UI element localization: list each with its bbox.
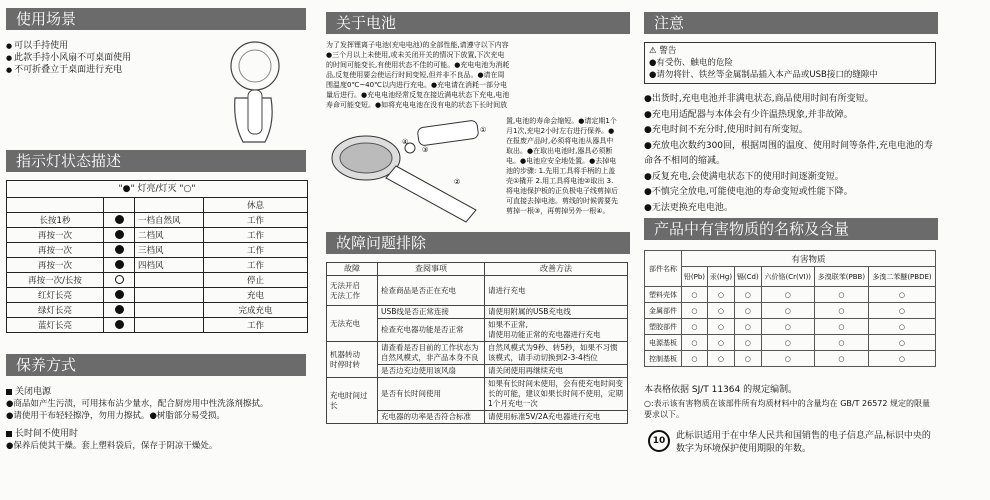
fault-col-header: 改善方法 <box>485 263 628 276</box>
mark-cell: ○ <box>707 303 734 319</box>
substance-header: 铅(Pb) <box>682 267 708 287</box>
battery-text: ●三个月以上未使用,或未关闭开关的情况下放置,下次充电的时间可能变长,有使用状态不佳的可能。●充电电池为消耗品,反复使用要会使运行时间变短,但并非不良品。●请在周围温度0℃~40℃以内进行充电。●充电请在消耗一部分电量后进行。●充电电池经常反复在接近满电状态下充电,电池寿命可能变短。●如将充电电池在没有电的状态下长时间放置,电池的寿命会缩短。●请定期1个月1次,充电2小时左右进行保养。●在报废产品时,必须将电池从器具中取出。●在取出电池时,器具必须断电。●电池应安全地处置。●去掉电池的步骤: 1.先用工具将手柄的上盖壳①撬开 2.用工具将电池②取出 3.将电池保护板的正负极电子线剪掉后可直接去掉电池。剪线的时候需要先剪掉一根③，再剪掉另外一根④。 <box>326 51 618 215</box>
fix-cell: 请关闭使用再继续充电 <box>485 365 628 378</box>
warning-item: 有受伤、触电的危险 <box>656 58 733 68</box>
action-cell: 再按一次/长按 <box>7 273 104 288</box>
state-cell: 工作 <box>204 228 308 243</box>
mode-cell: 二档风 <box>135 228 204 243</box>
action-cell: 红灯长亮 <box>7 288 104 303</box>
fault-cell: 无法开启 无法工作 <box>327 276 378 306</box>
action-cell: 再按一次 <box>7 228 104 243</box>
notice-item: 不慎完全放电,可能使电池的寿命变短或性能下降。 <box>651 187 853 197</box>
label-3: ③ <box>422 146 429 154</box>
hazard-title: 产品中有害物质的名称及含量 <box>654 220 850 238</box>
usage-list <box>6 40 216 76</box>
mode-cell <box>135 318 204 333</box>
mark-cell: ○ <box>734 319 761 335</box>
header-cell <box>104 198 135 213</box>
label-1: ① <box>480 126 487 134</box>
eco-number: 10 <box>652 436 666 446</box>
battery-removal-diagram <box>326 118 506 226</box>
fault-cell: 无法充电 <box>327 306 378 342</box>
state-cell: 完成充电 <box>204 303 308 318</box>
care-item: 商品如产生污渍，可用抹布沾少量水，配合厨房用中性洗涤剂擦拭。 <box>13 399 269 409</box>
fix-cell: 如果有长时间未使用，会有使充电时间变长的可能，建议如果长时间不使用，定期1个月充电一次 <box>485 378 628 411</box>
fix-cell: 请进行充电 <box>485 276 628 306</box>
notice-item: 充放电次数约300回，根据周围的温度、使用时间等条件,充电电池的寿命各不相同的缩减。 <box>644 140 933 166</box>
care-body: 关闭电源 ●商品如产生污渍，可用抹布沾少量水，配合厨房用中性洗涤剂擦拭。 ●请使用干布轻轻擦净，勿用力擦拭。●树脂部分易受损。 长时间不使用时 ●保养后使其干燥。套上塑料袋后，保存于阴凉干燥处。 <box>6 387 269 451</box>
state-cell: 工作 <box>204 318 308 333</box>
fault-header <box>326 232 630 254</box>
fault-cell: 充电时间过长 <box>327 378 378 424</box>
check-cell: 请查看是否目前的工作状态为自然风模式，非产品本身不良 <box>378 342 485 365</box>
check-cell: 是否边充边使用该风扇 <box>378 365 485 378</box>
indicator-legend: "●" 灯亮/灯灭 "○" <box>6 180 308 197</box>
warning-box: ⚠ 警告 ●有受伤、触电的危险 ●请勿将针、铁丝等金属制品插入本产品或USB接口的缝隙中 <box>644 42 936 84</box>
fault-title: 故障问题排除 <box>336 234 427 252</box>
mark-cell: ○ <box>707 319 734 335</box>
led-on-icon <box>115 245 124 254</box>
mark-cell: ○ <box>707 335 734 351</box>
battery-intro: 为了发挥锂离子电池(充电电池)的全部性能,请遵守以下内容 <box>326 41 509 49</box>
mark-cell: ○ <box>814 303 868 319</box>
state-cell: 停止 <box>204 273 308 288</box>
mode-cell: 四档风 <box>135 258 204 273</box>
mark-cell: ○ <box>734 351 761 367</box>
usage-title: 使用场景 <box>16 10 77 28</box>
header-cell: 休息 <box>204 198 308 213</box>
state-cell: 充电 <box>204 288 308 303</box>
indicator-header <box>6 150 306 172</box>
mark-cell: ○ <box>814 351 868 367</box>
fault-col-header: 故障 <box>327 263 378 276</box>
table-row <box>645 287 936 303</box>
mark-cell: ○ <box>682 303 708 319</box>
mark-cell: ○ <box>761 351 814 367</box>
led-off-icon <box>115 275 124 284</box>
mark-cell: ○ <box>682 351 708 367</box>
eco-text: 此标识适用于在中华人民共和国销售的电子信息产品,标识中央的数字为环境保护使用期限的年数。 <box>676 431 931 454</box>
led-on-icon <box>115 320 124 329</box>
fault-table <box>326 262 628 424</box>
care-header <box>6 354 306 376</box>
mark-cell: ○ <box>868 287 935 303</box>
battery-header <box>326 12 630 34</box>
indicator-table <box>6 197 308 333</box>
check-cell: 检查充电器功能是否正常 <box>378 319 485 342</box>
fault-col-header: 查阅事项 <box>378 263 485 276</box>
warning-icon: ⚠ <box>649 46 657 56</box>
notice-item: 充电用适配器与本体会有少许温热现象,并非故障。 <box>651 109 853 120</box>
hazard-group-header: 有害物质 <box>682 251 936 267</box>
notice-header <box>644 12 938 34</box>
mark-cell: ○ <box>868 303 935 319</box>
table-row <box>7 228 308 243</box>
mark-cell: ○ <box>682 335 708 351</box>
notice-title: 注意 <box>654 14 685 32</box>
table-row <box>7 318 308 333</box>
mark-cell: ○ <box>734 303 761 319</box>
warning-title: 警告 <box>659 46 677 56</box>
state-cell: 工作 <box>204 243 308 258</box>
mark-cell: ○ <box>814 335 868 351</box>
mark-cell: ○ <box>761 335 814 351</box>
header-cell <box>135 198 204 213</box>
check-cell: 是否有长时间使用 <box>378 378 485 411</box>
substance-header: 多溴联苯(PBB) <box>814 267 868 287</box>
check-cell: USB线是否正常连接 <box>378 306 485 319</box>
table-row <box>7 288 308 303</box>
table-row <box>327 276 628 306</box>
part-header: 部件名称 <box>645 251 682 287</box>
action-cell: 再按一次 <box>7 258 104 273</box>
substance-header: 六价铬(Cr(VI)) <box>761 267 814 287</box>
notice-item: 反复充电,会使满电状态下的使用时间逐渐变短。 <box>651 171 844 182</box>
indicator-title: 指示灯状态描述 <box>16 152 122 170</box>
check-cell: 充电器的功率是否符合标准 <box>378 411 485 424</box>
part-cell: 金属部件 <box>645 303 682 319</box>
notice-item: 出货时,充电电池并非满电状态,商品使用时间有所变短。 <box>651 94 874 104</box>
usage-item: ● 不可折叠立于桌面进行充电 <box>6 64 216 76</box>
notice-item: 充电时间不充分时,使用时间有所变短。 <box>651 125 808 135</box>
mark-cell: ○ <box>734 335 761 351</box>
warning-item: 请勿将针、铁丝等金属制品插入本产品或USB接口的缝隙中 <box>656 70 878 80</box>
mark-cell: ○ <box>761 319 814 335</box>
table-row <box>327 378 628 411</box>
led-on-icon <box>115 290 124 299</box>
led-on-icon <box>115 230 124 239</box>
substance-header: 汞(Hg) <box>707 267 734 287</box>
table-row <box>327 342 628 365</box>
action-cell: 再按一次 <box>7 243 104 258</box>
care-subheading: 关闭电源 <box>15 387 52 397</box>
care-subheading: 长时间不使用时 <box>15 429 79 439</box>
mark-cell: ○ <box>761 287 814 303</box>
state-cell: 工作 <box>204 213 308 228</box>
substance-header: 镉(Cd) <box>734 267 761 287</box>
fix-cell: 请使用标准5V/2A充电器进行充电 <box>485 411 628 424</box>
action-cell: 绿灯长亮 <box>7 303 104 318</box>
led-on-icon <box>115 215 124 224</box>
usage-header <box>6 8 306 30</box>
check-cell: 检查商品是否正在充电 <box>378 276 485 306</box>
table-row <box>7 213 308 228</box>
state-cell: 工作 <box>204 258 308 273</box>
table-row <box>645 335 936 351</box>
fix-cell: 自然风模式为9秒、转5秒，如果不习惯该模式，请手动切换到2-3-4档位 <box>485 342 628 365</box>
notice-item: 无法更换充电电池。 <box>651 202 733 213</box>
care-item: 请使用干布轻轻擦净，勿用力擦拭。 <box>13 411 150 421</box>
fault-cell: 机器转动 时停时转 <box>327 342 378 378</box>
action-cell: 蓝灯长亮 <box>7 318 104 333</box>
table-row <box>7 243 308 258</box>
notice-list: ●出货时,充电电池并非满电状态,商品使用时间有所变短。 ●充电用适配器与本体会有少许温热现象,并非故障。 ●充电时间不充分时,使用时间有所变短。 ●充放电次数约300回，根据周围的温度、使用时间等条件,充电电池的寿命各不相同的缩减。 ●反复充电,会使满电状态下的使用时间逐渐变短。 ●不慎完全放电,可能使电池的寿命变短或性能下降。 ●无法更换充电电池。 <box>644 94 933 213</box>
hazard-header <box>644 218 938 240</box>
care-item: 保养后使其干燥。套上塑料袋后，保存于阴凉干燥处。 <box>13 441 218 451</box>
table-row <box>7 303 308 318</box>
mark-cell: ○ <box>868 319 935 335</box>
hazard-table <box>644 250 936 367</box>
table-row <box>7 273 308 288</box>
care-item: 树脂部分易受损。 <box>156 411 225 421</box>
fix-cell: 请使用附属的USB充电线 <box>485 306 628 319</box>
mark-cell: ○ <box>761 303 814 319</box>
eco-period-icon <box>648 430 670 452</box>
usage-item: ● 可以手持使用 <box>6 40 216 52</box>
mark-cell: ○ <box>868 335 935 351</box>
hazard-legend: ○:表示该有害物质在该部件所有均质材料中的含量均在 GB/T 26572 规定的限量要求以下。 <box>644 399 931 419</box>
part-cell: 控制基板 <box>645 351 682 367</box>
label-4: ④ <box>402 138 409 146</box>
table-row <box>645 351 936 367</box>
battery-title: 关于电池 <box>336 14 397 32</box>
table-row <box>645 303 936 319</box>
header-cell <box>7 198 104 213</box>
mark-cell: ○ <box>868 351 935 367</box>
mark-cell: ○ <box>707 287 734 303</box>
usage-item: ● 此款手持小风扇不可桌面使用 <box>6 52 216 64</box>
mode-cell <box>135 288 204 303</box>
table-row <box>7 258 308 273</box>
part-cell: 电源基板 <box>645 335 682 351</box>
substance-header: 多溴二苯醚(PBDE) <box>868 267 935 287</box>
fix-cell: 如果不正常, 请使用功能正常的充电器进行充电 <box>485 319 628 342</box>
care-title: 保养方式 <box>16 356 77 374</box>
action-cell: 长按1秒 <box>7 213 104 228</box>
mark-cell: ○ <box>734 287 761 303</box>
led-on-icon <box>115 260 124 269</box>
table-row <box>327 306 628 319</box>
fan-illustration <box>215 38 295 146</box>
part-cell: 塑料壳体 <box>645 287 682 303</box>
label-2: ② <box>454 178 461 186</box>
mode-cell <box>135 303 204 318</box>
mode-cell <box>135 273 204 288</box>
hazard-note: 本表格依据 SJ/T 11364 的规定编制。 <box>644 385 798 395</box>
mode-cell: 一档自然风 <box>135 213 204 228</box>
mark-cell: ○ <box>707 351 734 367</box>
mark-cell: ○ <box>814 319 868 335</box>
table-row <box>645 319 936 335</box>
mark-cell: ○ <box>814 287 868 303</box>
led-on-icon <box>115 305 124 314</box>
part-cell: 塑胶部件 <box>645 319 682 335</box>
mark-cell: ○ <box>682 287 708 303</box>
mode-cell: 三档风 <box>135 243 204 258</box>
mark-cell: ○ <box>682 319 708 335</box>
